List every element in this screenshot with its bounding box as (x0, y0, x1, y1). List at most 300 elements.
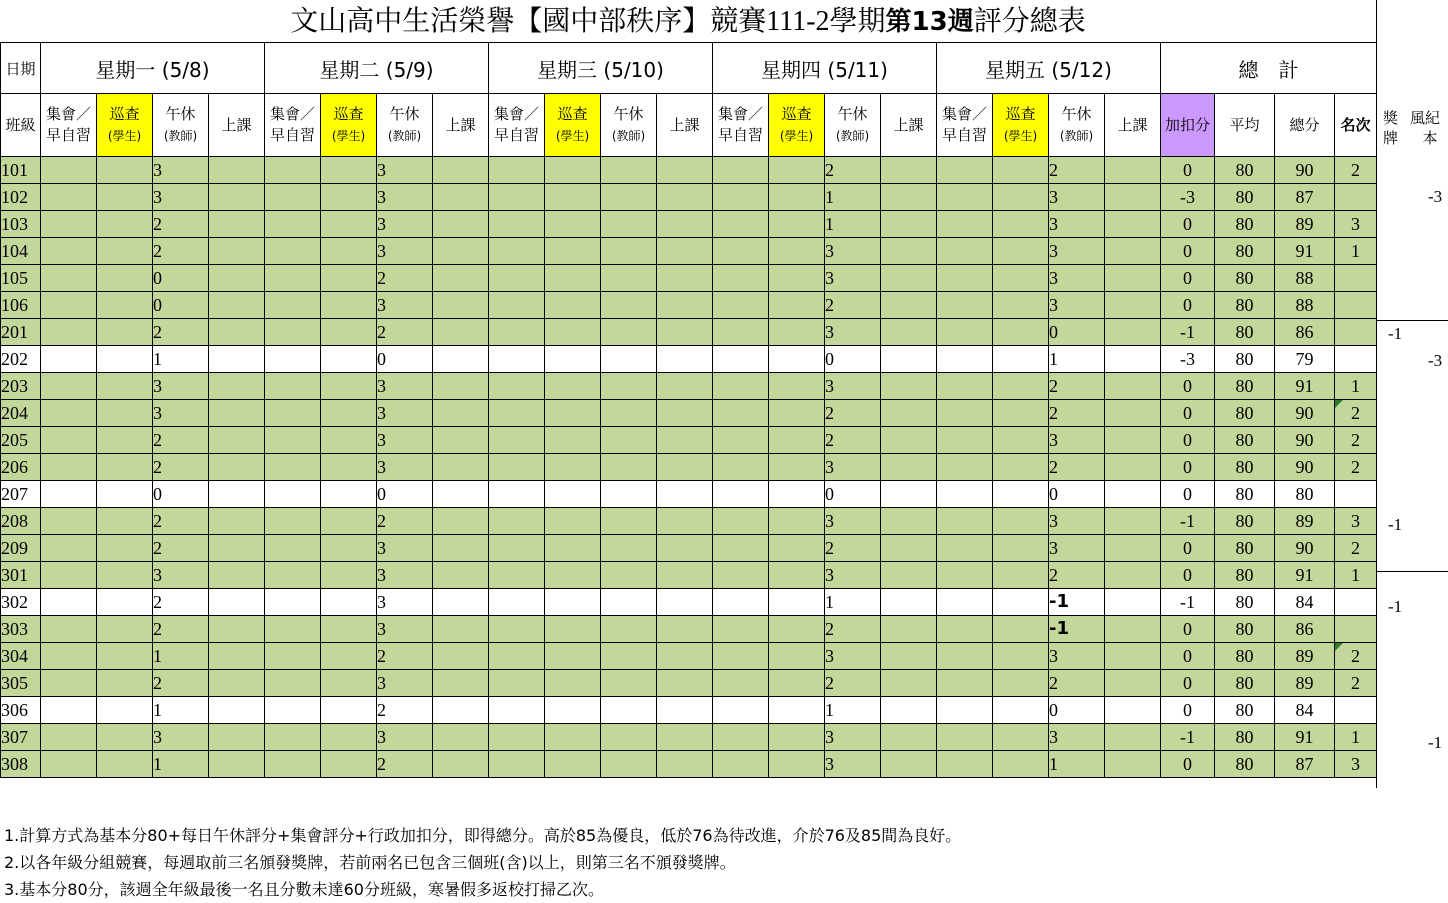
mon-class (209, 211, 265, 238)
average-value: 80 (1215, 697, 1275, 724)
adjust-value: 0 (1161, 157, 1215, 184)
class-number: 207 (1, 481, 41, 508)
wed-nap (601, 508, 657, 535)
mon-class (209, 157, 265, 184)
mon-class (209, 670, 265, 697)
fri-class (1105, 697, 1161, 724)
wed-assembly (489, 481, 545, 508)
mon-assembly (41, 319, 97, 346)
tue-patrol (321, 751, 377, 778)
tue-patrol (321, 427, 377, 454)
fri-assembly (937, 346, 993, 373)
mon-nap: 1 (153, 751, 209, 778)
mon-assembly (41, 157, 97, 184)
fri-class (1105, 346, 1161, 373)
fri-class (1105, 751, 1161, 778)
tue-assembly (265, 427, 321, 454)
table-row (1, 481, 1377, 508)
total-value: 86 (1275, 319, 1335, 346)
mon-class (209, 346, 265, 373)
class-number: 106 (1, 292, 41, 319)
thu-nap: 2 (825, 535, 881, 562)
thu-nap: 1 (825, 697, 881, 724)
sub-patrol-thu: 巡查 (學生) (769, 94, 825, 157)
average-value: 80 (1215, 589, 1275, 616)
wed-nap (601, 616, 657, 643)
total-value: 89 (1275, 508, 1335, 535)
tue-patrol (321, 292, 377, 319)
sub-patrol-fri: 巡查 (學生) (993, 94, 1049, 157)
wed-class (657, 616, 713, 643)
table-row (1, 454, 1377, 481)
fri-assembly (937, 751, 993, 778)
tue-class (433, 184, 489, 211)
fri-patrol (993, 265, 1049, 292)
class-number: 105 (1, 265, 41, 292)
tue-patrol (321, 481, 377, 508)
fri-patrol (993, 373, 1049, 400)
class-number: 303 (1, 616, 41, 643)
fri-patrol (993, 184, 1049, 211)
adjust-value: 0 (1161, 211, 1215, 238)
day-header-tue: 星期二 (5/9) (265, 43, 489, 94)
table-row (1, 616, 1377, 643)
fri-nap: 3 (1049, 427, 1105, 454)
mon-assembly (41, 724, 97, 751)
wed-patrol (545, 346, 601, 373)
tue-class (433, 373, 489, 400)
mon-assembly (41, 670, 97, 697)
wed-assembly (489, 346, 545, 373)
mon-class (209, 751, 265, 778)
day-header-thu: 星期四 (5/11) (713, 43, 937, 94)
adjust-value: 0 (1161, 670, 1215, 697)
wed-assembly (489, 697, 545, 724)
mon-nap: 2 (153, 616, 209, 643)
mon-class (209, 292, 265, 319)
mon-assembly (41, 589, 97, 616)
table-row (1, 535, 1377, 562)
tue-patrol (321, 508, 377, 535)
wed-nap (601, 211, 657, 238)
mon-nap: 1 (153, 643, 209, 670)
thu-nap: 0 (825, 346, 881, 373)
tue-patrol (321, 670, 377, 697)
adjust-value: 0 (1161, 238, 1215, 265)
style-value: -3 (1428, 187, 1443, 207)
tue-nap: 3 (377, 616, 433, 643)
thu-nap: 3 (825, 508, 881, 535)
mon-patrol (97, 751, 153, 778)
tue-assembly (265, 292, 321, 319)
thu-patrol (769, 508, 825, 535)
fri-assembly (937, 427, 993, 454)
thu-patrol (769, 562, 825, 589)
thu-nap: 3 (825, 319, 881, 346)
thu-class (881, 373, 937, 400)
mon-patrol (97, 724, 153, 751)
wed-assembly (489, 184, 545, 211)
adjust-value: 0 (1161, 751, 1215, 778)
wed-class (657, 589, 713, 616)
fri-patrol (993, 454, 1049, 481)
thu-class (881, 346, 937, 373)
fri-assembly (937, 616, 993, 643)
sub-patrol-mon: 巡查 (學生) (97, 94, 153, 157)
tue-class (433, 724, 489, 751)
fri-patrol (993, 319, 1049, 346)
thu-patrol (769, 643, 825, 670)
fri-assembly (937, 508, 993, 535)
wed-nap (601, 670, 657, 697)
award-header: 獎 牌 (1383, 109, 1399, 147)
sub-total: 總分 (1275, 94, 1335, 157)
class-number: 209 (1, 535, 41, 562)
fri-nap: 2 (1049, 670, 1105, 697)
average-value: 80 (1215, 427, 1275, 454)
sub-nap-thu: 午休 (教師) (825, 94, 881, 157)
thu-patrol (769, 427, 825, 454)
fri-class (1105, 643, 1161, 670)
class-number: 203 (1, 373, 41, 400)
adjust-value: 0 (1161, 562, 1215, 589)
wed-nap (601, 562, 657, 589)
mon-assembly (41, 292, 97, 319)
tue-patrol (321, 184, 377, 211)
fri-patrol (993, 238, 1049, 265)
average-value: 80 (1215, 508, 1275, 535)
mon-nap: 0 (153, 292, 209, 319)
fri-nap: 3 (1049, 292, 1105, 319)
wed-nap (601, 427, 657, 454)
table-row (1, 346, 1377, 373)
adjust-value: 0 (1161, 265, 1215, 292)
average-value: 80 (1215, 292, 1275, 319)
average-value: 80 (1215, 481, 1275, 508)
thu-assembly (713, 211, 769, 238)
tue-assembly (265, 481, 321, 508)
thu-patrol (769, 454, 825, 481)
table-row (1, 211, 1377, 238)
table-row (1, 589, 1377, 616)
sub-class-thu: 上課 (881, 94, 937, 157)
mon-assembly (41, 211, 97, 238)
mon-nap: 3 (153, 157, 209, 184)
fri-assembly (937, 265, 993, 292)
average-value: 80 (1215, 562, 1275, 589)
adjust-value: 0 (1161, 643, 1215, 670)
mon-class (209, 508, 265, 535)
tue-class (433, 589, 489, 616)
adjust-value: 0 (1161, 292, 1215, 319)
thu-class (881, 697, 937, 724)
wed-class (657, 238, 713, 265)
class-number: 302 (1, 589, 41, 616)
rank-value (1335, 319, 1377, 346)
wed-patrol (545, 157, 601, 184)
tue-assembly (265, 670, 321, 697)
wed-class (657, 319, 713, 346)
thu-class (881, 292, 937, 319)
wed-patrol (545, 481, 601, 508)
fri-class (1105, 535, 1161, 562)
mon-patrol (97, 211, 153, 238)
wed-nap (601, 751, 657, 778)
wed-nap (601, 589, 657, 616)
fri-patrol (993, 157, 1049, 184)
thu-class (881, 670, 937, 697)
tue-patrol (321, 346, 377, 373)
thu-assembly (713, 724, 769, 751)
fri-patrol (993, 481, 1049, 508)
average-value: 80 (1215, 373, 1275, 400)
wed-assembly (489, 427, 545, 454)
wed-patrol (545, 319, 601, 346)
fri-nap: 0 (1049, 697, 1105, 724)
average-value: 80 (1215, 643, 1275, 670)
fri-assembly (937, 319, 993, 346)
fri-class (1105, 265, 1161, 292)
table-row (1, 751, 1377, 778)
fri-nap: 2 (1049, 562, 1105, 589)
fri-assembly (937, 670, 993, 697)
rank-value: 1 (1335, 724, 1377, 751)
tue-nap: 3 (377, 562, 433, 589)
adjust-value: 0 (1161, 454, 1215, 481)
wed-assembly (489, 211, 545, 238)
rank-value: 2 (1335, 454, 1377, 481)
thu-patrol (769, 400, 825, 427)
wed-patrol (545, 508, 601, 535)
thu-class (881, 535, 937, 562)
thu-nap: 2 (825, 616, 881, 643)
wed-patrol (545, 292, 601, 319)
fri-patrol (993, 535, 1049, 562)
tue-nap: 3 (377, 724, 433, 751)
thu-class (881, 454, 937, 481)
tue-patrol (321, 724, 377, 751)
thu-nap: 3 (825, 454, 881, 481)
fri-nap: 3 (1049, 643, 1105, 670)
thu-patrol (769, 265, 825, 292)
tue-assembly (265, 616, 321, 643)
mon-assembly (41, 535, 97, 562)
mon-assembly (41, 481, 97, 508)
thu-nap: 2 (825, 292, 881, 319)
thu-nap: 3 (825, 751, 881, 778)
rank-value (1335, 184, 1377, 211)
mon-nap: 0 (153, 481, 209, 508)
average-value: 80 (1215, 157, 1275, 184)
thu-class (881, 238, 937, 265)
table-row (1, 508, 1377, 535)
thu-class (881, 400, 937, 427)
wed-class (657, 292, 713, 319)
fri-assembly (937, 400, 993, 427)
mon-assembly (41, 373, 97, 400)
tue-nap: 2 (377, 697, 433, 724)
rank-value: 1 (1335, 238, 1377, 265)
tue-patrol (321, 643, 377, 670)
wed-assembly (489, 454, 545, 481)
average-value: 80 (1215, 724, 1275, 751)
sub-nap-mon: 午休 (教師) (153, 94, 209, 157)
table-row (1, 643, 1377, 670)
tue-patrol (321, 454, 377, 481)
thu-assembly (713, 346, 769, 373)
fri-patrol (993, 724, 1049, 751)
fri-assembly (937, 373, 993, 400)
wed-nap (601, 184, 657, 211)
title-suffix: 評分總表 (973, 6, 1086, 37)
thu-patrol (769, 724, 825, 751)
class-number: 102 (1, 184, 41, 211)
average-value: 80 (1215, 454, 1275, 481)
thu-assembly (713, 157, 769, 184)
mon-patrol (97, 400, 153, 427)
mon-class (209, 643, 265, 670)
fri-nap: 3 (1049, 184, 1105, 211)
rank-value (1335, 346, 1377, 373)
tue-assembly (265, 211, 321, 238)
tue-nap: 3 (377, 211, 433, 238)
wed-nap (601, 400, 657, 427)
thu-nap: 3 (825, 724, 881, 751)
fri-nap: 3 (1049, 535, 1105, 562)
table-row (1, 373, 1377, 400)
tue-class (433, 454, 489, 481)
mon-patrol (97, 481, 153, 508)
fri-patrol (993, 346, 1049, 373)
fri-nap: 0 (1049, 319, 1105, 346)
average-value: 80 (1215, 346, 1275, 373)
rank-value: 2 (1335, 535, 1377, 562)
average-value: 80 (1215, 211, 1275, 238)
mon-class (209, 535, 265, 562)
mon-class (209, 238, 265, 265)
tue-class (433, 427, 489, 454)
table-row (1, 184, 1377, 211)
thu-assembly (713, 319, 769, 346)
wed-patrol (545, 265, 601, 292)
class-number: 205 (1, 427, 41, 454)
thu-patrol (769, 697, 825, 724)
tue-class (433, 508, 489, 535)
fri-class (1105, 184, 1161, 211)
fri-nap: -1 (1049, 589, 1105, 616)
thu-nap: 3 (825, 562, 881, 589)
fri-class (1105, 616, 1161, 643)
tue-class (433, 346, 489, 373)
tue-class (433, 697, 489, 724)
fri-assembly (937, 292, 993, 319)
sub-header-row (1, 94, 1377, 157)
score-rows (1, 157, 1377, 778)
tue-nap: 2 (377, 508, 433, 535)
day-header-mon: 星期一 (5/8) (41, 43, 265, 94)
wed-class (657, 211, 713, 238)
fri-patrol (993, 427, 1049, 454)
mon-class (209, 184, 265, 211)
wed-nap (601, 373, 657, 400)
wed-nap (601, 643, 657, 670)
fri-nap: 2 (1049, 400, 1105, 427)
wed-patrol (545, 697, 601, 724)
fri-patrol (993, 292, 1049, 319)
rank-value (1335, 697, 1377, 724)
thu-assembly (713, 616, 769, 643)
total-value: 79 (1275, 346, 1335, 373)
adjust-value: -1 (1161, 724, 1215, 751)
thu-nap: 2 (825, 427, 881, 454)
thu-assembly (713, 508, 769, 535)
thu-nap: 3 (825, 643, 881, 670)
sub-class-mon: 上課 (209, 94, 265, 157)
thu-assembly (713, 427, 769, 454)
total-value: 91 (1275, 724, 1335, 751)
wed-class (657, 670, 713, 697)
tue-patrol (321, 616, 377, 643)
tue-assembly (265, 751, 321, 778)
day-header-fri: 星期五 (5/12) (937, 43, 1161, 94)
mon-nap: 1 (153, 346, 209, 373)
wed-class (657, 184, 713, 211)
mon-assembly (41, 346, 97, 373)
thu-assembly (713, 751, 769, 778)
date-label: 日期 (1, 43, 41, 94)
mon-assembly (41, 400, 97, 427)
class-number: 301 (1, 562, 41, 589)
class-number: 304 (1, 643, 41, 670)
fri-nap: 1 (1049, 346, 1105, 373)
table-row (1, 157, 1377, 184)
mon-nap: 2 (153, 589, 209, 616)
page-title (0, 0, 1376, 42)
wed-patrol (545, 427, 601, 454)
total-value: 90 (1275, 535, 1335, 562)
mon-class (209, 427, 265, 454)
thu-nap: 2 (825, 157, 881, 184)
thu-patrol (769, 589, 825, 616)
wed-patrol (545, 751, 601, 778)
wed-assembly (489, 616, 545, 643)
average-value: 80 (1215, 535, 1275, 562)
tue-assembly (265, 643, 321, 670)
day-header-wed: 星期三 (5/10) (489, 43, 713, 94)
mon-class (209, 481, 265, 508)
mon-assembly (41, 616, 97, 643)
wed-nap (601, 535, 657, 562)
adjust-value: 0 (1161, 616, 1215, 643)
wed-nap (601, 724, 657, 751)
rank-value (1335, 265, 1377, 292)
thu-assembly (713, 400, 769, 427)
mon-nap: 2 (153, 427, 209, 454)
total-value: 89 (1275, 643, 1335, 670)
total-value: 91 (1275, 373, 1335, 400)
thu-nap: 3 (825, 238, 881, 265)
wed-class (657, 643, 713, 670)
wed-assembly (489, 292, 545, 319)
thu-class (881, 616, 937, 643)
fri-class (1105, 481, 1161, 508)
rank-value: 3 (1335, 751, 1377, 778)
tue-assembly (265, 589, 321, 616)
total-value: 89 (1275, 211, 1335, 238)
fri-nap: 3 (1049, 724, 1105, 751)
class-number: 305 (1, 670, 41, 697)
wed-assembly (489, 751, 545, 778)
